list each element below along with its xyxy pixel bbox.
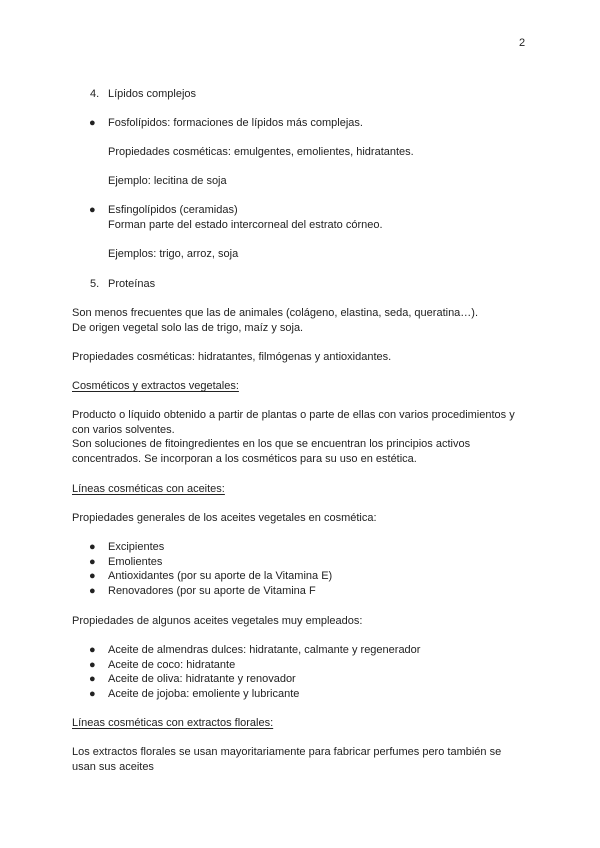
bullet-icon: ● — [89, 204, 96, 216]
extractos-line-4: concentrados. Se incorporan a los cosméticos para su uso en estética. — [72, 453, 417, 465]
list-item: Aceite de almendras dulces: hidratante, calmante y regenerador — [108, 644, 421, 656]
proteinas-props: Propiedades cosméticas: hidratantes, filmógenas y antioxidantes. — [72, 351, 392, 363]
extractos-heading: Cosméticos y extractos vegetales: — [72, 380, 239, 392]
list-item: Aceite de oliva: hidratante y renovador — [108, 673, 296, 685]
bullet-icon: ● — [89, 570, 96, 582]
bullet-icon: ● — [89, 659, 96, 671]
bullet-icon: ● — [89, 644, 96, 656]
bullet-icon: ● — [89, 585, 96, 597]
bullet-icon: ● — [89, 688, 96, 700]
extractos-line-1: Producto o líquido obtenido a partir de plantas o parte de ellas con varios procedimientos y — [72, 409, 515, 421]
fosfolipidos-props: Propiedades cosméticas: emulgentes, emolientes, hidratantes. — [108, 146, 414, 158]
list-item: Renovadores (por su aporte de Vitamina F — [108, 585, 316, 597]
proteinas-line-2: De origen vegetal solo las de trigo, maíz y soja. — [72, 322, 304, 334]
fosfolipidos-text: Fosfolípidos: formaciones de lípidos más complejas. — [108, 117, 363, 129]
extractos-line-3: Son soluciones de fitoingredientes en los que se encuentran los principios activos — [72, 438, 471, 450]
extractos-line-2: con varios solventes. — [72, 424, 175, 436]
proteinas-line-1: Son menos frecuentes que las de animales (colágeno, elastina, seda, queratina…). — [72, 307, 479, 319]
florales-heading: Líneas cosméticas con extractos florales: — [72, 717, 274, 729]
page-number: 2 — [519, 37, 526, 49]
esfingolipidos-title: Esfingolípidos (ceramidas) — [108, 204, 238, 216]
list-item: Emolientes — [108, 556, 163, 568]
aceites-heading: Líneas cosméticas con aceites: — [72, 483, 225, 495]
esfingolipidos-text: Forman parte del estado intercorneal del estrato córneo. — [108, 219, 383, 231]
section-4-number: 4. — [90, 88, 100, 100]
bullet-icon: ● — [89, 673, 96, 685]
section-4-title: Lípidos complejos — [108, 88, 197, 100]
aceites-intro: Propiedades generales de los aceites vegetales en cosmética: — [72, 512, 377, 524]
bullet-icon: ● — [89, 541, 96, 553]
bullet-icon: ● — [89, 556, 96, 568]
florales-line-2: usan sus aceites — [72, 761, 154, 773]
fosfolipidos-example: Ejemplo: lecitina de soja — [108, 175, 227, 187]
list-item: Excipientes — [108, 541, 165, 553]
esfingolipidos-example: Ejemplos: trigo, arroz, soja — [108, 248, 239, 260]
bullet-icon: ● — [89, 117, 96, 129]
florales-line-1: Los extractos florales se usan mayoritariamente para fabricar perfumes pero también se — [72, 746, 502, 758]
aceites-intro-2: Propiedades de algunos aceites vegetales muy empleados: — [72, 615, 363, 627]
list-item: Aceite de jojoba: emoliente y lubricante — [108, 688, 300, 700]
section-5-title: Proteínas — [108, 278, 156, 290]
section-5-number: 5. — [90, 278, 100, 290]
list-item: Aceite de coco: hidratante — [108, 659, 236, 671]
list-item: Antioxidantes (por su aporte de la Vitamina E) — [108, 570, 333, 582]
